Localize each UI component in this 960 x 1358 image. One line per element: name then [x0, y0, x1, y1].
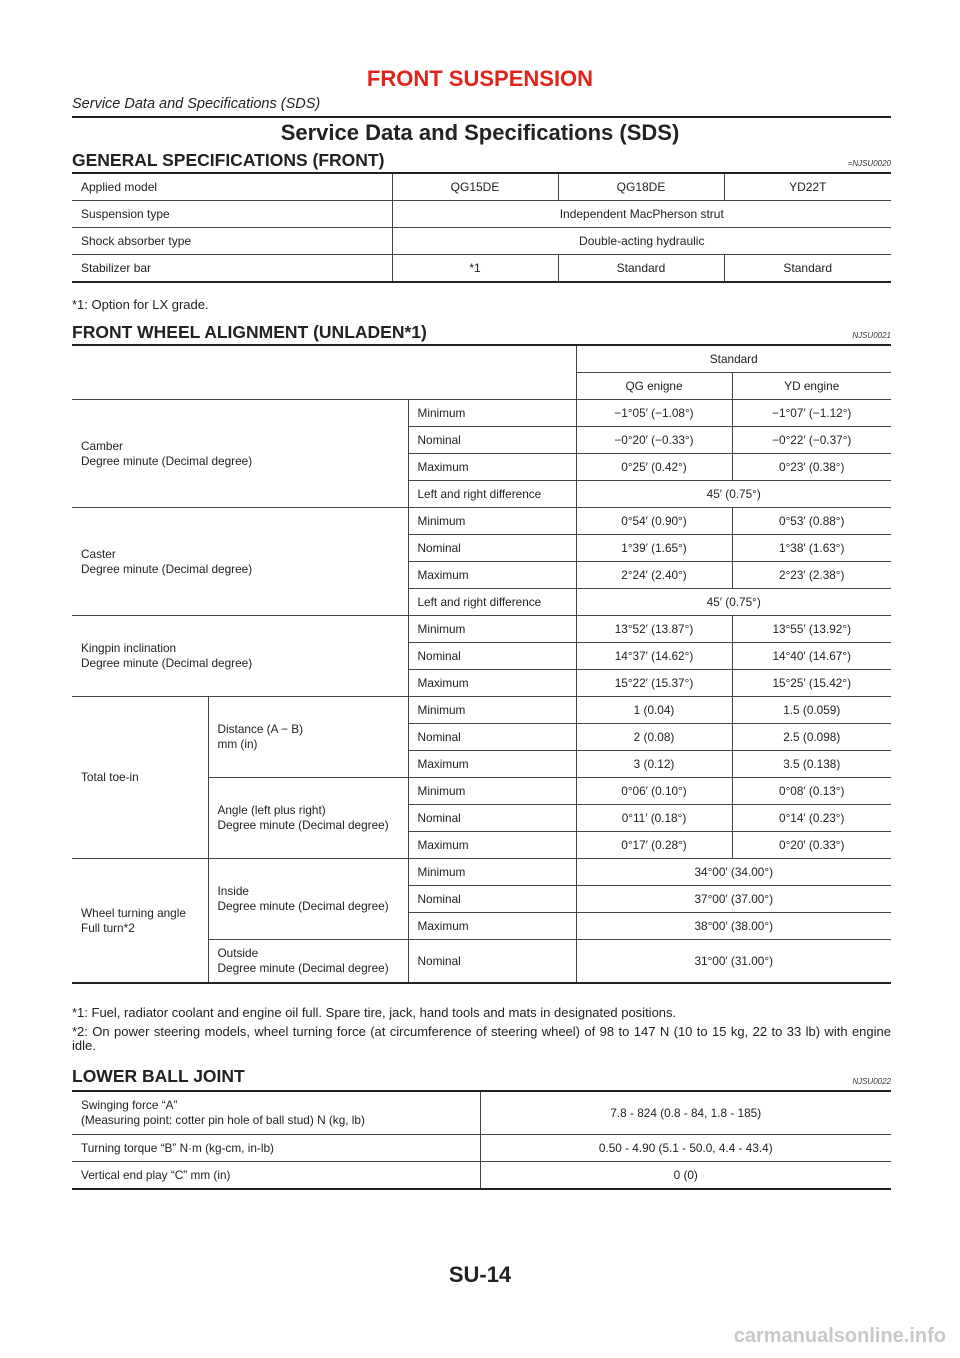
toe-in-label: Total toe-in: [72, 697, 208, 859]
table-cell: Maximum: [408, 832, 576, 859]
table-cell: YD engine: [732, 373, 891, 400]
table-cell: 45′ (0.75°): [576, 481, 891, 508]
alignment-title: FRONT WHEEL ALIGNMENT (UNLADEN*1): [72, 322, 427, 342]
table-cell: Independent MacPherson strut: [392, 201, 891, 228]
general-spec-section: [72, 150, 891, 283]
table-row: [72, 400, 891, 427]
general-spec-ref: =NJSU0020: [847, 159, 891, 168]
table-row: [72, 255, 891, 283]
table-cell: −0°20′ (−0.33°): [576, 427, 732, 454]
table-row: [72, 201, 891, 228]
ball-joint-ref: NJSU0022: [852, 1077, 891, 1086]
table-cell: 0.50 - 4.90 (5.1 - 50.0, 4.4 - 43.4): [480, 1135, 891, 1162]
caster-label: Caster Degree minute (Decimal degree): [72, 508, 408, 616]
table-cell: 7.8 - 824 (0.8 - 84, 1.8 - 185): [480, 1092, 891, 1135]
table-cell: *1: [392, 255, 558, 283]
table-cell: [72, 346, 576, 400]
table-cell: 45′ (0.75°): [576, 589, 891, 616]
table-cell: Left and right difference: [408, 481, 576, 508]
alignment-note-2: *2: On power steering models, wheel turning force (at circumference of steering wheel) of 98 to 147 N (10 to 15 kg, 22 to 33 lb) with engine idle.: [72, 1024, 891, 1053]
table-cell: 14°37′ (14.62°): [576, 643, 732, 670]
table-row: [72, 697, 891, 724]
table-cell: 14°40′ (14.67°): [732, 643, 891, 670]
alignment-ref: NJSU0021: [852, 331, 891, 340]
table-cell: 0°14′ (0.23°): [732, 805, 891, 832]
table-cell: Nominal: [408, 535, 576, 562]
general-spec-heading: [72, 150, 891, 174]
table-cell: 1°38′ (1.63°): [732, 535, 891, 562]
table-cell: QG enigne: [576, 373, 732, 400]
table-cell: Double-acting hydraulic: [392, 228, 891, 255]
table-cell: Nominal: [408, 427, 576, 454]
table-cell: Turning torque “B” N·m (kg-cm, in-lb): [72, 1135, 480, 1162]
toe-angle-label: Angle (left plus right) Degree minute (Decimal degree): [208, 778, 408, 859]
table-cell: Stabilizer bar: [72, 255, 392, 283]
camber-label: Camber Degree minute (Decimal degree): [72, 400, 408, 508]
table-cell: Minimum: [408, 697, 576, 724]
table-cell: 2 (0.08): [576, 724, 732, 751]
section-header-subtitle: Service Data and Specifications (SDS): [72, 96, 321, 112]
table-cell: 2.5 (0.098): [732, 724, 891, 751]
table-cell: −1°07′ (−1.12°): [732, 400, 891, 427]
swinging-force-label: Swinging force “A” (Measuring point: cotter pin hole of ball stud) N (kg, lb): [72, 1092, 480, 1135]
table-cell: −1°05′ (−1.08°): [576, 400, 732, 427]
table-row: [72, 1135, 891, 1162]
table-row: [72, 1162, 891, 1190]
table-cell: Left and right difference: [408, 589, 576, 616]
table-cell: 1.5 (0.059): [732, 697, 891, 724]
table-cell: QG15DE: [392, 174, 558, 201]
kingpin-label: Kingpin inclination Degree minute (Decimal degree): [72, 616, 408, 697]
table-cell: Suspension type: [72, 201, 392, 228]
table-cell: Standard: [576, 346, 891, 373]
table-cell: −0°22′ (−0.37°): [732, 427, 891, 454]
general-spec-title: GENERAL SPECIFICATIONS (FRONT): [72, 150, 385, 170]
table-row: [72, 508, 891, 535]
table-cell: Standard: [724, 255, 891, 283]
table-cell: 0°06′ (0.10°): [576, 778, 732, 805]
table-cell: 15°22′ (15.37°): [576, 670, 732, 697]
table-cell: Maximum: [408, 913, 576, 940]
watermark: carmanualsonline.info: [733, 1325, 946, 1347]
table-row: [72, 228, 891, 255]
table-cell: 2°23′ (2.38°): [732, 562, 891, 589]
general-spec-table: [72, 174, 891, 283]
table-row: [72, 346, 891, 373]
page-title: Service Data and Specifications (SDS): [280, 120, 680, 145]
alignment-heading: [72, 322, 891, 346]
ball-joint-title: LOWER BALL JOINT: [72, 1066, 245, 1086]
table-cell: 0°08′ (0.13°): [732, 778, 891, 805]
table-cell: 13°52′ (13.87°): [576, 616, 732, 643]
table-cell: Shock absorber type: [72, 228, 392, 255]
table-cell: Minimum: [408, 778, 576, 805]
turning-outside-label: Outside Degree minute (Decimal degree): [208, 940, 408, 984]
table-cell: 0°20′ (0.33°): [732, 832, 891, 859]
alignment-section: [72, 322, 891, 984]
general-spec-note: *1: Option for LX grade.: [72, 297, 209, 312]
table-row: [72, 174, 891, 201]
table-cell: 37°00′ (37.00°): [576, 886, 891, 913]
table-row: [72, 859, 891, 886]
table-cell: Nominal: [408, 940, 576, 984]
turning-inside-label: Inside Degree minute (Decimal degree): [208, 859, 408, 940]
ball-joint-heading: [72, 1066, 891, 1092]
table-cell: 0°11′ (0.18°): [576, 805, 732, 832]
table-cell: 0°54′ (0.90°): [576, 508, 732, 535]
table-cell: Nominal: [408, 805, 576, 832]
table-cell: Maximum: [408, 562, 576, 589]
table-cell: 34°00′ (34.00°): [576, 859, 891, 886]
ball-joint-section: [72, 1066, 891, 1190]
table-cell: 0°53′ (0.88°): [732, 508, 891, 535]
table-cell: 38°00′ (38.00°): [576, 913, 891, 940]
table-cell: Minimum: [408, 508, 576, 535]
table-cell: QG18DE: [558, 174, 724, 201]
table-cell: 0°25′ (0.42°): [576, 454, 732, 481]
table-cell: Nominal: [408, 643, 576, 670]
table-cell: Standard: [558, 255, 724, 283]
table-cell: Vertical end play “C” mm (in): [72, 1162, 480, 1190]
table-cell: 1 (0.04): [576, 697, 732, 724]
table-cell: 3.5 (0.138): [732, 751, 891, 778]
alignment-table: [72, 346, 891, 984]
header-rule: [72, 116, 891, 118]
alignment-note-1: *1: Fuel, radiator coolant and engine oil full. Spare tire, jack, hand tools and mats in designated positions.: [72, 1005, 677, 1020]
table-row: [72, 616, 891, 643]
turning-angle-label: Wheel turning angle Full turn*2: [72, 859, 208, 984]
table-cell: Minimum: [408, 859, 576, 886]
table-cell: 13°55′ (13.92°): [732, 616, 891, 643]
table-cell: 2°24′ (2.40°): [576, 562, 732, 589]
table-cell: Maximum: [408, 751, 576, 778]
table-cell: 3 (0.12): [576, 751, 732, 778]
table-cell: Applied model: [72, 174, 392, 201]
table-cell: 0 (0): [480, 1162, 891, 1190]
table-cell: Minimum: [408, 400, 576, 427]
ball-joint-table: [72, 1092, 891, 1190]
page-number: SU-14: [448, 1262, 512, 1287]
table-cell: 1°39′ (1.65°): [576, 535, 732, 562]
table-cell: 0°23′ (0.38°): [732, 454, 891, 481]
table-row: [72, 1092, 891, 1135]
table-cell: Nominal: [408, 724, 576, 751]
table-cell: 31°00′ (31.00°): [576, 940, 891, 984]
section-header-title: FRONT SUSPENSION: [366, 66, 594, 91]
table-cell: Maximum: [408, 670, 576, 697]
table-cell: Minimum: [408, 616, 576, 643]
table-cell: Nominal: [408, 886, 576, 913]
table-cell: Maximum: [408, 454, 576, 481]
toe-distance-label: Distance (A − B) mm (in): [208, 697, 408, 778]
table-cell: 0°17′ (0.28°): [576, 832, 732, 859]
table-cell: 15°25′ (15.42°): [732, 670, 891, 697]
table-cell: YD22T: [724, 174, 891, 201]
